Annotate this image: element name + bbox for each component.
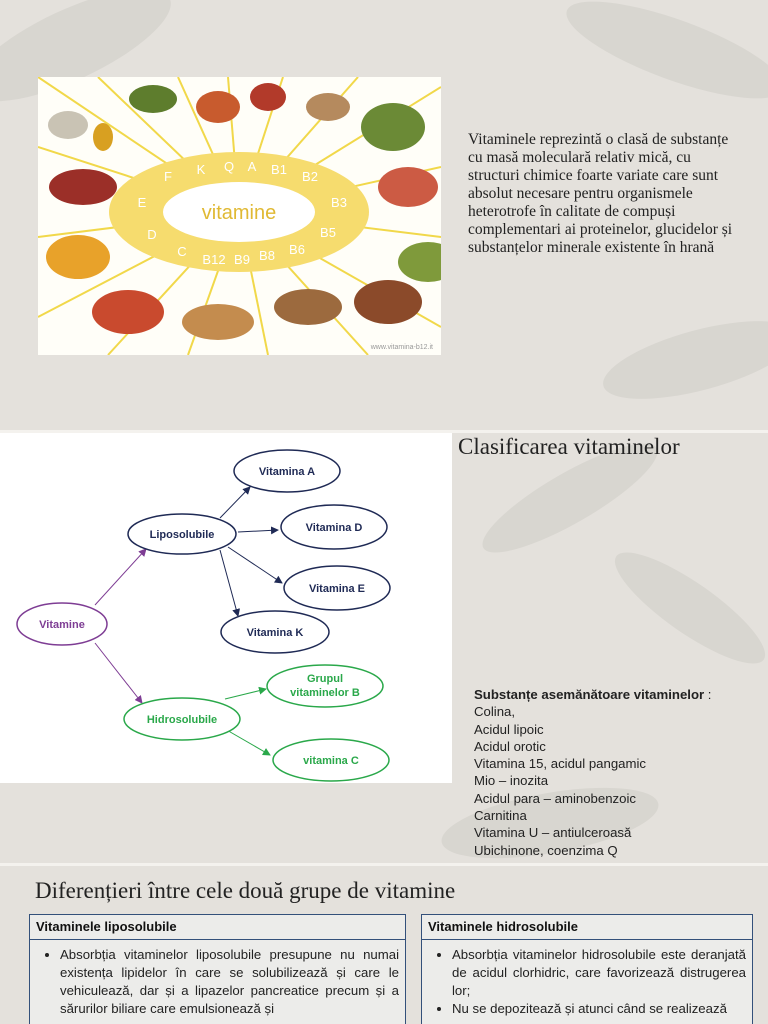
similar-item: Acidul lipoic [474,721,544,737]
letter-b3: B3 [331,195,347,210]
letter-b5: B5 [320,225,336,240]
liposoluble-item: • Absorbția vitaminelor liposolubile presupune nu numai existența lipidelor în care se solubilizează și care le vehiculează, dar și a lipazelor pancreatice precum și a sărurilor biliare care emulsionează și [60,946,399,1018]
similar-item: Vitamina U – antiulceroasă [474,825,632,841]
node-hidrosolubile [124,698,240,740]
similar-item: Ubichinone, coenzima Q [474,842,618,858]
node-vitamina-e [284,566,390,610]
node-vitamina-d [281,505,387,549]
letter-k: K [196,162,206,177]
node-vitamina-k [221,611,329,653]
leaf-shadow [596,305,768,415]
label-vitaminelor-b: vitaminelor B [290,687,360,699]
hydrosoluble-list [422,946,752,1018]
label-vitamina-d: Vitamina D [305,522,363,534]
slide-differences [0,866,768,1024]
similar-item: Vitamina 15, acidul pangamic [474,756,647,772]
letter-q: Q [223,159,235,174]
intro-paragraph: Vitaminele reprezintă o clasă de substanțe cu masă moleculară relativ mică, cu structuri chimice foarte variate care sunt absolut necesare pentru organismele heterotrofe în calitate de compuși complementari ai proteinelor, glucidelor și substanțelor minerale existente în hrană [468,131,733,256]
node-liposolubile [128,514,236,554]
image-watermark: www.vitamina-b12.it [370,344,433,351]
liposoluble-box-title: Vitaminele liposolubile [30,915,405,940]
differences-title: Diferențieri între cele două grupe de vitamine [35,878,456,903]
center-word: vitamine [201,202,277,224]
label-vitamina-k: Vitamina K [246,627,304,639]
similar-item: Colina, [474,704,516,720]
label-grupul: Grupul [306,673,344,685]
similar-colon: : [704,687,712,702]
hydrosoluble-item: • Absorbția vitaminelor hidrosolubile este deranjată de acidul clorhidric, care favorizează distrugerea lor; [452,946,746,1000]
letter-b9: B9 [234,252,250,267]
leaf-shadow [557,0,768,118]
node-vitamina-a [234,450,340,492]
letter-e: E [137,195,147,210]
slide-classification [0,433,768,863]
similar-title: Substanțe asemănătoare vitaminelor [474,687,705,702]
letter-b8: B8 [259,248,275,263]
label-liposolubile: Liposolubile [149,529,215,541]
similar-item: Carnitina [474,808,527,824]
similar-item: Mio – inozita [474,773,549,789]
liposoluble-box [29,914,406,1024]
letter-b1: B1 [271,162,287,177]
letter-c: C [177,244,187,259]
classification-diagram [0,433,452,783]
label-vitamina-a: Vitamina A [258,466,316,478]
label-vitamina-c: vitamina C [303,755,359,767]
label-hidrosolubile: Hidrosolubile [146,714,218,726]
letter-a: A [247,159,257,174]
letter-b12: B12 [202,252,226,267]
letter-b2: B2 [302,169,318,184]
similar-item: Acidul para – aminobenzoic [474,790,637,806]
slide-intro [0,0,768,430]
hydrosoluble-box [421,914,753,1024]
node-grupul-vitaminelor-b [267,665,383,707]
leaf-shadow [602,536,768,680]
similar-item: Acidul orotic [474,738,546,754]
classification-tree [0,433,452,783]
letter-d: D [147,227,157,242]
letter-b6: B6 [289,242,305,257]
node-vitamina-c [273,739,389,781]
liposoluble-list [30,946,405,1018]
hydrosoluble-item: • Nu se depozitează și atunci când se realizează [452,1000,746,1018]
label-vitamina-e: Vitamina E [308,583,366,595]
hydrosoluble-box-title: Vitaminele hidrosolubile [422,915,752,940]
letter-f: F [164,169,172,184]
vitamin-foods-image [38,77,441,355]
label-vitamine: Vitamine [39,619,85,631]
vitamin-wheel-illustration [38,77,441,355]
classification-title: Clasificarea vitaminelor [458,434,680,459]
node-vitamine [17,603,107,645]
similar-substances [474,686,754,859]
